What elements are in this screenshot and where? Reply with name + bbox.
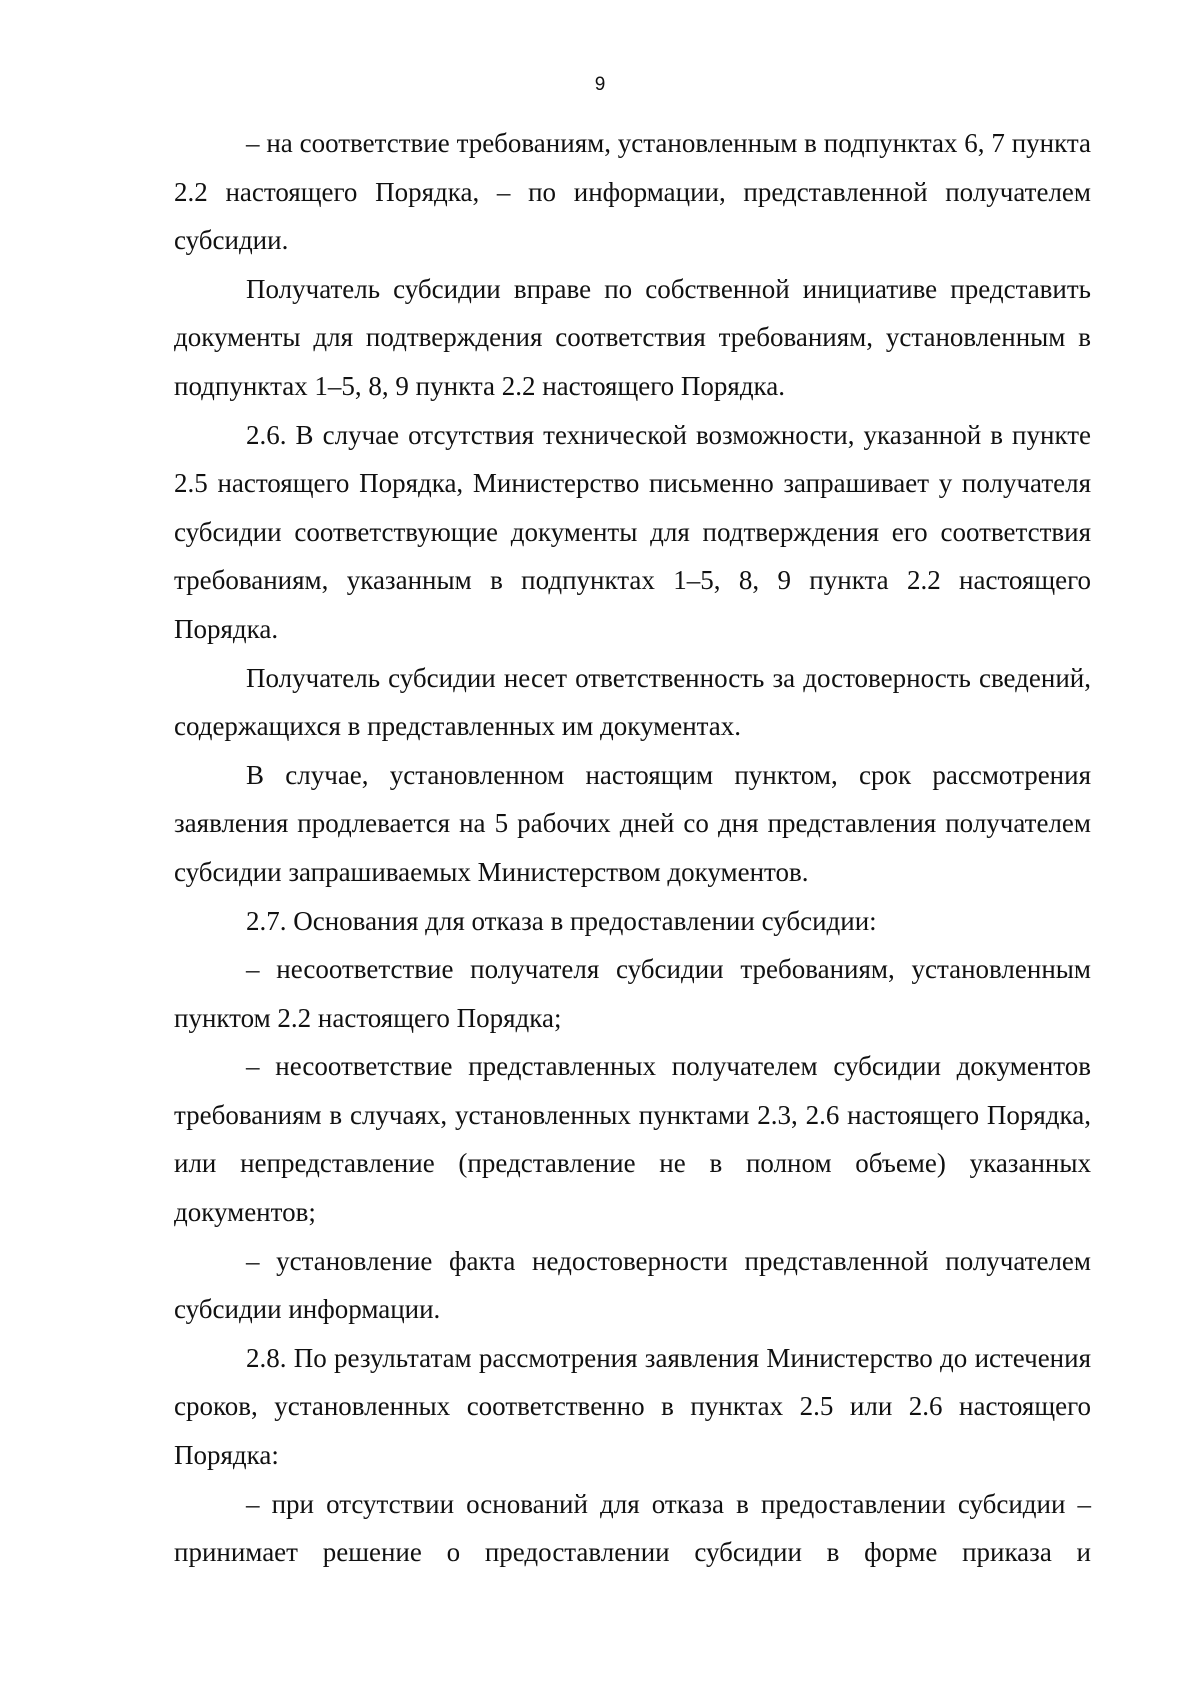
document-body <box>174 119 1091 1577</box>
paragraph-2-7: 2.7. Основания для отказа в предоставлении субсидии: <box>246 905 877 936</box>
list-item-noncompliance-documents: – несоответствие представленных получателем субсидии документов требованиям в случаях, установленных пунктами 2.3, 2.6 настоящего Порядка, или непредставление (представление не в полном объеме) указанных документов; <box>174 1051 1091 1228</box>
paragraph-review-extension: В случае, установленном настоящим пунктом, срок рассмотрения заявления продлевается на 5 рабочих дней со дня представления получателем субсидии запрашиваемых Министерством документов. <box>174 759 1091 887</box>
page-number: 9 <box>594 74 606 95</box>
paragraph-2-6: 2.6. В случае отсутствия технической возможности, указанной в пункте 2.5 настоящего Порядка, Министерство письменно запрашивает у получателя субсидии соответствующие документы для подтверждения его соответствия требованиям, указанным в подпунктах 1–5, 8, 9 пункта 2.2 настоящего Порядка. <box>174 419 1091 644</box>
list-item-unreliable-information: – установление факта недостоверности представленной получателем субсидии информации. <box>174 1245 1091 1325</box>
paragraph-2-8: 2.8. По результатам рассмотрения заявления Министерство до истечения сроков, установленных соответственно в пунктах 2.5 или 2.6 настоящего Порядка: <box>174 1342 1091 1471</box>
paragraph-own-initiative: Получатель субсидии вправе по собственной инициативе представить документы для подтверждения соответствия требованиям, установленным в подпунктах 1–5, 8, 9 пункта 2.2 настоящего Порядка. <box>174 273 1091 401</box>
list-item-noncompliance-recipient: – несоответствие получателя субсидии требованиям, установленным пунктом 2.2 настоящего Порядка; <box>174 954 1091 1033</box>
paragraph-responsibility: Получатель субсидии несет ответственность за достоверность сведений, содержащихся в представленных им документах. <box>174 662 1091 742</box>
list-item-decision: – при отсутствии оснований для отказа в предоставлении субсидии – принимает решение о предоставлении субсидии в форме приказа и <box>174 1488 1091 1568</box>
paragraph-requirements-6-7: – на соответствие требованиям, установленным в подпунктах 6, 7 пункта 2.2 настоящего Порядка, – по информации, представленной получателем субсидии. <box>174 128 1091 256</box>
